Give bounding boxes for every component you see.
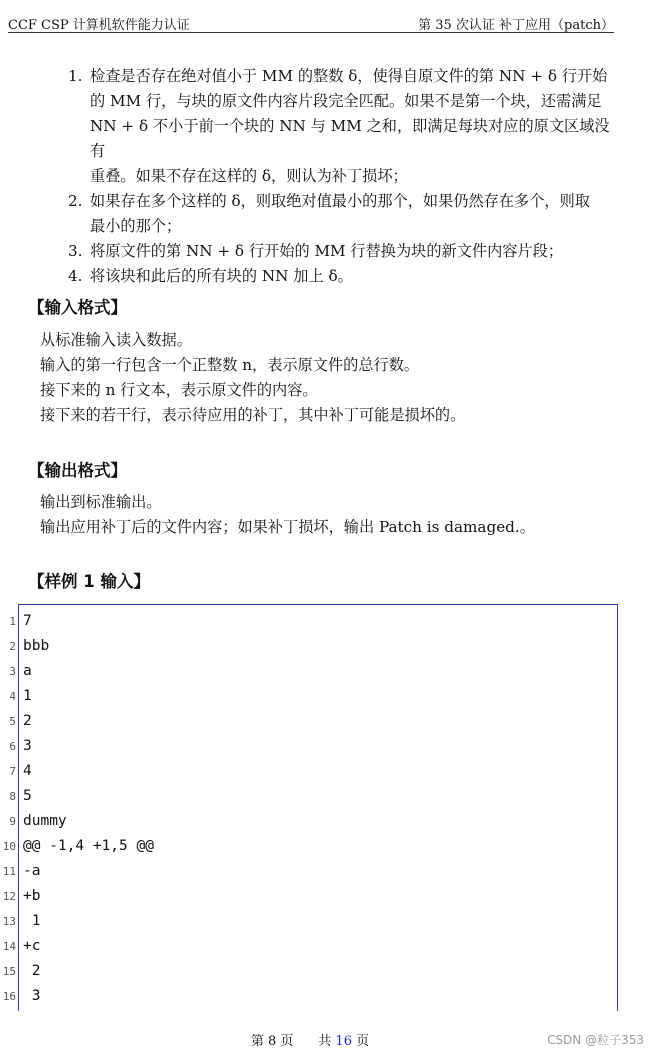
line-number: 15 <box>2 965 16 978</box>
line-number: 5 <box>9 715 16 728</box>
line-number: 7 <box>9 765 16 778</box>
step-number: 2. <box>68 192 83 210</box>
code-line: 3 <box>23 988 41 1004</box>
code-line: 1 <box>23 913 41 929</box>
code-line: 1 <box>23 688 32 704</box>
output-format-title: 【输出格式】 <box>28 461 127 480</box>
input-format-title: 【输入格式】 <box>28 298 127 317</box>
output-format-body <box>40 490 620 540</box>
total-pages: 16 <box>335 1034 352 1049</box>
header-left: CCF CSP 计算机软件能力认证 <box>8 18 190 33</box>
line-number: 8 <box>9 790 16 803</box>
step-item <box>68 64 614 189</box>
code-line: -a <box>23 863 41 879</box>
step-line: 将该块和此后的所有块的 NN 加上 δ。 <box>90 267 353 285</box>
line-number: 12 <box>2 890 16 903</box>
step-number: 4. <box>68 267 83 285</box>
step-list <box>68 64 614 289</box>
page-prefix: 第 <box>250 1034 264 1049</box>
code-line: 4 <box>23 763 32 779</box>
sample-title: 【样例 1 输入】 <box>28 572 150 591</box>
step-line: 的 MM 行，与块的原文件内容片段完全匹配。如果不是第一个块，还需满足 <box>90 92 602 110</box>
output-format-line: 输出到标准输出。 <box>40 493 162 511</box>
total-suffix: 页 <box>356 1034 370 1049</box>
code-line: dummy <box>23 813 67 829</box>
input-format-line: 输入的第一行包含一个正整数 n，表示原文件的总行数。 <box>40 356 420 374</box>
header-right: 第 35 次认证 补丁应用（patch） <box>418 18 614 33</box>
code-line: 7 <box>23 613 32 629</box>
step-number: 1. <box>68 67 83 85</box>
line-number: 1 <box>9 615 16 628</box>
sample-code-box <box>2 604 618 1011</box>
input-format-line: 从标准输入读入数据。 <box>40 331 192 349</box>
input-format-line: 接下来的 n 行文本，表示原文件的内容。 <box>40 381 318 399</box>
step-line: 重叠。如果不存在这样的 δ，则认为补丁损坏； <box>90 167 408 185</box>
step-line: 最小的那个； <box>90 217 182 235</box>
code-line: bbb <box>23 638 50 654</box>
line-number: 2 <box>9 640 16 653</box>
line-number: 16 <box>2 990 16 1003</box>
line-number: 11 <box>2 865 16 878</box>
line-number: 10 <box>2 840 16 853</box>
watermark: CSDN @粒子353 <box>547 1033 644 1047</box>
page-number: 8 <box>268 1034 277 1049</box>
line-number: 6 <box>9 740 16 753</box>
line-number: 13 <box>2 915 16 928</box>
step-number: 3. <box>68 242 83 260</box>
line-number: 14 <box>2 940 16 953</box>
step-item <box>68 189 614 239</box>
page-header <box>8 10 614 33</box>
code-line: 3 <box>23 738 32 754</box>
input-format-body <box>40 328 620 428</box>
code-line: +b <box>23 888 41 904</box>
line-number: 3 <box>9 665 16 678</box>
code-lines <box>23 605 154 1005</box>
code-line: +c <box>23 938 41 954</box>
step-item <box>68 239 614 264</box>
code-line: 2 <box>23 963 41 979</box>
step-line: 如果存在多个这样的 δ，则取绝对值最小的那个，如果仍然存在多个，则取 <box>90 192 590 210</box>
code-line: a <box>23 663 32 679</box>
code-line: @@ -1,4 +1,5 @@ <box>23 838 154 854</box>
line-number-gutter <box>1 605 16 1005</box>
line-number: 9 <box>9 815 16 828</box>
output-format-line: 输出应用补丁后的文件内容；如果补丁损坏，输出 Patch is damaged.。 <box>40 518 535 536</box>
line-number: 4 <box>9 690 16 703</box>
page-suffix: 页 <box>280 1034 294 1049</box>
code-line: 2 <box>23 713 32 729</box>
step-line: NN + δ 不小于前一个块的 NN 与 MM 之和，即满足每块对应的原文区域没有 <box>90 117 610 160</box>
step-item <box>68 264 614 289</box>
code-line: 5 <box>23 788 32 804</box>
input-format-line: 接下来的若干行，表示待应用的补丁，其中补丁可能是损坏的。 <box>40 406 466 424</box>
page-footer <box>0 1030 620 1049</box>
step-line: 将原文件的第 NN + δ 行开始的 MM 行替换为块的新文件内容片段； <box>90 242 564 260</box>
step-line: 检查是否存在绝对值小于 MM 的整数 δ，使得自原文件的第 NN + δ 行开始 <box>90 67 608 85</box>
total-prefix: 共 <box>318 1034 332 1049</box>
